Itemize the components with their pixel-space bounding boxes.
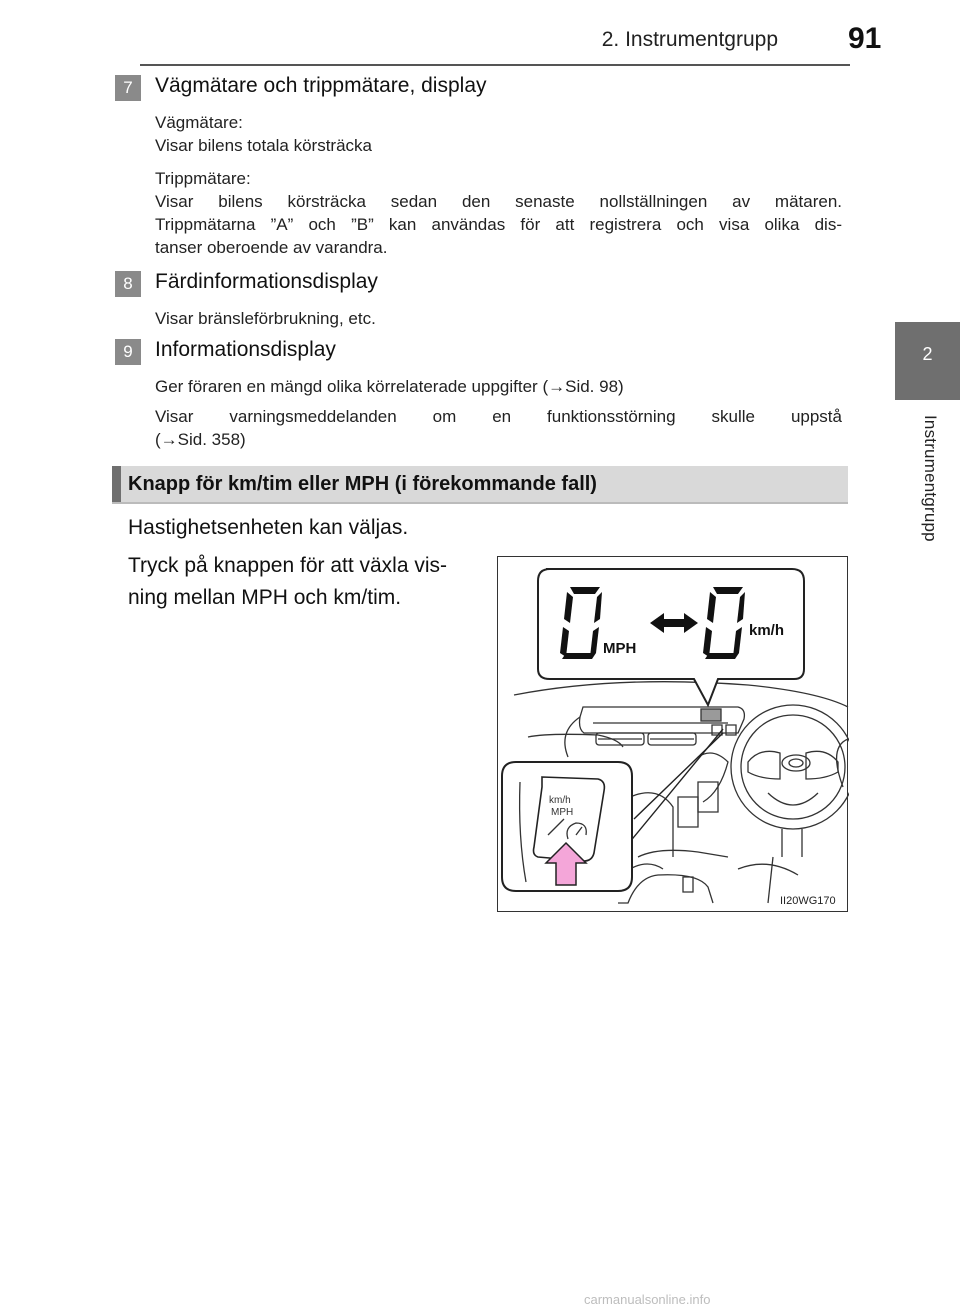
item-text: Ger föraren en mängd olika körrelaterade uppgifter (→Sid. 98) [155, 377, 624, 396]
button-label-kmh: km/h [549, 795, 571, 806]
speed-display-callout [538, 569, 804, 705]
left-unit-label: MPH [603, 640, 637, 657]
item-text: Visar bränsleförbrukning, etc. [155, 309, 376, 328]
section-body-text: Hastighetsenheten kan väljas. [128, 516, 409, 539]
item-title: Färdinformationsdisplay [155, 270, 378, 293]
item-number-badge: 8 [115, 271, 141, 297]
item-text: tanser oberoende av varandra. [155, 238, 388, 257]
item-text: Visar varningsmeddelanden om en funktionsstörning skulle uppstå [155, 407, 842, 426]
figure-code: II20WG170 [780, 895, 836, 907]
section-body-text: ning mellan MPH och km/tim. [128, 586, 402, 609]
item-text: Visar bilens körsträcka sedan den senaste nollställningen av mätaren. [155, 192, 842, 211]
section-body-text: Tryck på knappen för att växla vis- [128, 554, 448, 577]
running-header-chapter: 2. Instrumentgrupp [601, 28, 778, 51]
section-heading-accent [112, 466, 121, 502]
item-title: Informationsdisplay [155, 338, 336, 361]
chapter-tab[interactable] [895, 322, 960, 400]
footer-watermark: carmanualsonline.info [584, 1292, 711, 1307]
item-text: Trippmätarna ”A” och ”B” kan användas för att registrera och visa olika dis- [155, 215, 842, 234]
page-number: 91 [848, 22, 882, 55]
illustration-figure [497, 556, 848, 912]
chapter-tab-number: 2 [922, 344, 933, 364]
section-heading [112, 466, 848, 504]
item-text: Vägmätare: [155, 113, 243, 132]
chapter-tab-label: Instrumentgrupp [921, 415, 940, 542]
item-number-badge: 9 [115, 339, 141, 365]
item-text: (→Sid. 358) [155, 430, 246, 449]
item-number-badge: 7 [115, 75, 141, 101]
button-label-mph: MPH [551, 807, 574, 818]
item-title: Vägmätare och trippmätare, display [155, 74, 487, 97]
section-heading-text: Knapp för km/tim eller MPH (i förekommande fall) [128, 473, 597, 495]
item-text: Trippmätare: [155, 169, 251, 188]
header-rule [140, 64, 850, 66]
right-unit-label: km/h [749, 622, 785, 639]
button-callout [502, 729, 723, 891]
item-text: Visar bilens totala körsträcka [155, 136, 373, 155]
